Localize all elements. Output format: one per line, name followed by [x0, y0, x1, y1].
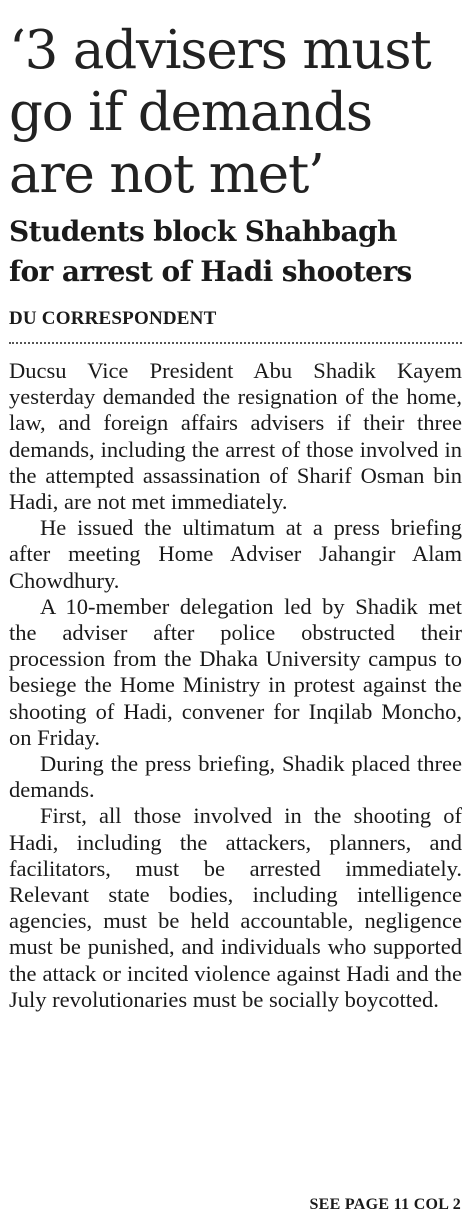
- paragraph: First, all those involved in the shooting of Hadi, including the attackers, planners, and facilitators, must be arrested immediately. Relevant state bodies, including intelligence agencies, must be held accountable, negligence must be punished, and individuals who supported the attack or incited violence against Hadi and the July revolutionaries must be socially boycotted.: [9, 803, 462, 1012]
- article: [9, 0, 462, 1013]
- subheadline-line: Students block Shahbagh: [9, 215, 397, 248]
- continued-jump-line: SEE PAGE 11 COL 2: [309, 1196, 461, 1213]
- subheadline-line: for arrest of Hadi shooters: [9, 255, 412, 288]
- byline: DU CORRESPONDENT: [9, 308, 217, 329]
- headline-line: are not met’: [9, 144, 324, 205]
- headline-line: go if demands: [9, 82, 372, 143]
- headline-line: ‘3 advisers must: [9, 20, 431, 81]
- subheadline: [9, 212, 462, 292]
- article-body: [9, 358, 462, 1013]
- paragraph: He issued the ultimatum at a press briefing after meeting Home Adviser Jahangir Alam Chowdhury.: [9, 515, 462, 593]
- paragraph: Ducsu Vice President Abu Shadik Kayem yesterday demanded the resignation of the home, law, and foreign affairs advisers if their three demands, including the arrest of those involved in the attempted assassination of Sharif Osman bin Hadi, are not met immediately.: [9, 358, 462, 515]
- headline: [9, 0, 462, 206]
- dotted-divider: [9, 342, 462, 344]
- paragraph: A 10-member delegation led by Shadik met the adviser after police obstructed their procession from the Dhaka University campus to besiege the Home Ministry in protest against the shooting of Hadi, convener for Inqilab Moncho, on Friday.: [9, 593, 462, 750]
- paragraph: During the press briefing, Shadik placed three demands.: [9, 751, 462, 803]
